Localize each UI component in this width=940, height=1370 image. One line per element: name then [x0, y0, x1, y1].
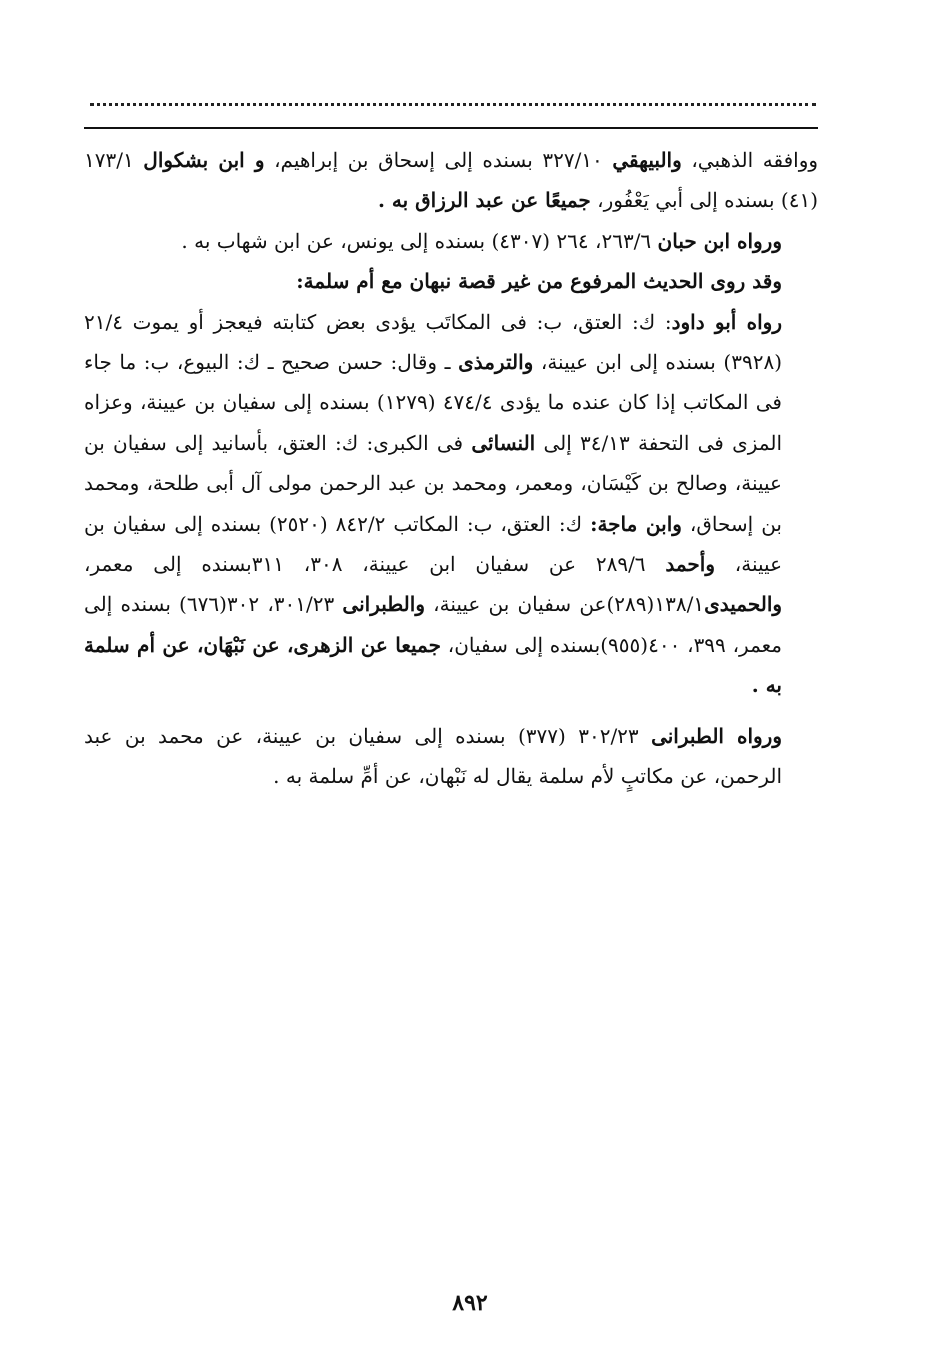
- conclusion-phrase: جميعًا عن عبد الرزاق به .: [377, 188, 591, 213]
- source-name-ibn-majah: وابن ماجة:: [590, 511, 682, 536]
- source-name-tirmidhi: والترمذى: [458, 350, 534, 375]
- paragraph-4: [84, 302, 818, 706]
- footnote-text: [84, 140, 818, 797]
- section-statement: وقد روى الحديث المرفوع من غير قصة نبهان مع أم سلمة:: [296, 269, 782, 294]
- source-name-ibn-bashkuwal: و ابن بشكوال: [143, 148, 265, 172]
- paragraph-3: [84, 261, 818, 301]
- run: ٣٠١/٢٣، ٣٠٢(٦٧٦) بسنده إلى معمر، ٣٩٩، ٤٠٠(٩٥٥)بسنده إلى سفيان،: [84, 592, 782, 657]
- run: ك: العتق، ب: المكاتب ٨٤٢/٢ (٢٥٢٠) بسنده إلى سفيان بن عيينة،: [84, 511, 783, 577]
- run: ووافقه الذهبي،: [681, 148, 819, 172]
- run: ٣٢٧/١٠ بسنده إلى إسحاق بن إبراهيم،: [264, 148, 613, 172]
- conclusion-phrase: جميعا عن الزهرى، عن نَبْهَان، عن أم سلمة به .: [84, 632, 782, 698]
- dotted-separator: [90, 92, 816, 106]
- source-name-humaydi: والحميدى: [704, 592, 783, 617]
- source-name-ahmad: وأحمد: [665, 552, 715, 577]
- run: ٢٦٣/٦، ٢٦٤ (٤٣٠٧) بسنده إلى يونس، عن ابن شهاب به .: [181, 228, 658, 253]
- run: ١٣٨/١(٢٨٩)عن سفيان بن عيينة،: [424, 592, 705, 617]
- paragraph-1: [84, 140, 818, 221]
- paragraph-2: [84, 221, 818, 261]
- page-number: ٨٩٢: [452, 1290, 488, 1316]
- source-name-tabarani: ورواه الطبرانى: [651, 723, 782, 748]
- source-name-nasai: النسائى: [471, 430, 536, 455]
- run: ٣٠٢/٢٣ (٣٧٧) بسنده إلى سفيان بن عيينة، عن محمد بن عبد الرحمن، عن مكاتبٍ لأم سلمة يقال له نَبْهان، عن أمِّ سلمة به .: [84, 723, 782, 789]
- footnote-rule: [84, 127, 818, 129]
- source-name-bayhaqi: والبيهقي: [612, 148, 682, 172]
- run: ـ وقال: حسن صحيح ـ ك: البيوع، ب: ما جاء فى المكاتب إذا كان عنده ما يؤدى ٤٧٤/٤ (١٢٧٩) بسنده إلى سفيان بن عيينة، وعزاه المزى فى التحفة ٣٤/١٣ إلى: [84, 350, 782, 455]
- source-name-ibn-hibban: ورواه ابن حبان: [657, 228, 782, 253]
- run: ١٧٣/١ (٤١) بسنده إلى أبي يَعْفُور،: [84, 148, 818, 213]
- run: ٢٨٩/٦ عن سفيان ابن عيينة، ٣٠٨، ٣١١بسنده إلى معمر،: [84, 552, 666, 577]
- run: : ك: العتق، ب: فى المكاتَب يؤدى بعض كتابته فيعجز أو يموت ٢١/٤ (٣٩٢٨) بسنده إلى ابن عيينة،: [84, 309, 782, 375]
- source-name-tabarani: والطبرانى: [342, 592, 425, 617]
- paragraph-5: [84, 716, 818, 797]
- source-name-abu-dawud: رواه أبو داود: [671, 309, 782, 334]
- run: فى الكبرى: ك: العتق، بأسانيد إلى سفيان بن عيينة، وصالح بن كَيْسَان، ومعمر، ومحمد بن عبد الرحمن مولى آل أبى طلحة، ومحمد بن إسحاق،: [84, 430, 782, 536]
